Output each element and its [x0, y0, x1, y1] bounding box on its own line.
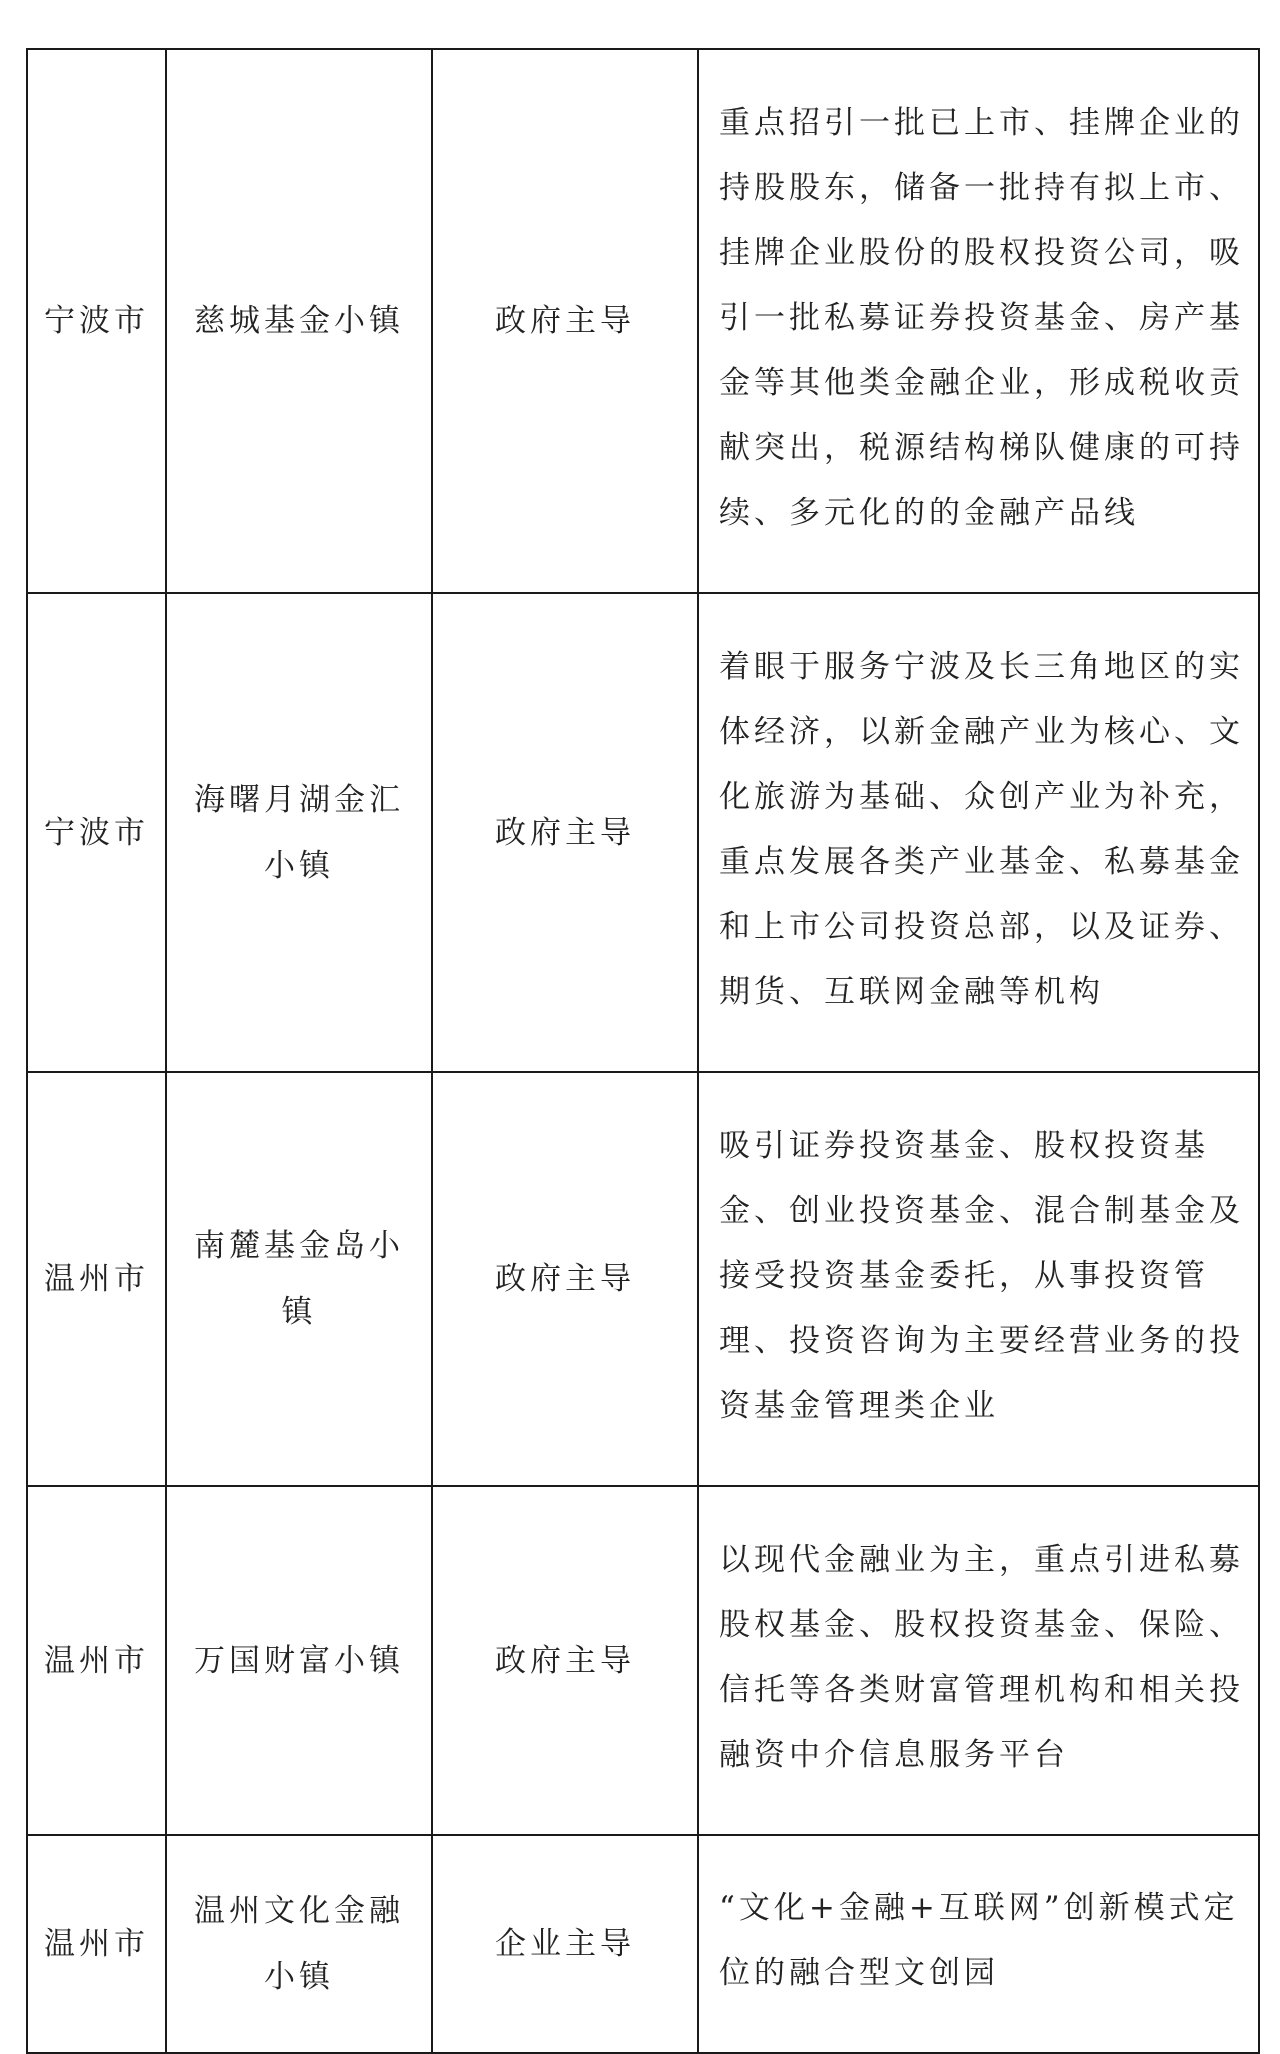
table-row [27, 1072, 1259, 1486]
lead-type-cell: 政府主导 [432, 1072, 698, 1486]
town-name-cell [166, 49, 432, 593]
description-cell [698, 1072, 1259, 1486]
description-text: 重点招引一批已上市、挂牌企业的持股股东，储备一批持有拟上市、挂牌企业股份的股权投资公司，吸引一批私募证券投资基金、房产基金等其他类金融企业，形成税收贡献突出，税源结构梯队健康的可持续、多元化的的金融产品线 [719, 104, 1244, 531]
town-name-cell [166, 1486, 432, 1835]
table-row [27, 593, 1259, 1072]
town-name: 万国财富小镇 [194, 1642, 404, 1679]
table-row [27, 49, 1259, 593]
city-cell: 温州市 [27, 1835, 166, 2053]
description-cell [698, 1835, 1259, 2053]
city-cell: 宁波市 [27, 593, 166, 1072]
description-text: 着眼于服务宁波及长三角地区的实体经济，以新金融产业为核心、文化旅游为基础、众创产业为补充，重点发展各类产业基金、私募基金和上市公司投资总部，以及证券、期货、互联网金融等机构 [719, 648, 1244, 1010]
lead-type-cell: 政府主导 [432, 1486, 698, 1835]
description-cell [698, 49, 1259, 593]
town-name: 南麓基金岛小镇 [194, 1228, 404, 1330]
lead-type-cell: 政府主导 [432, 49, 698, 593]
city-cell: 温州市 [27, 1486, 166, 1835]
table-row [27, 1835, 1259, 2053]
document-page [26, 48, 1258, 2054]
lead-type-cell: 企业主导 [432, 1835, 698, 2053]
description-text: 吸引证券投资基金、股权投资基金、创业投资基金、混合制基金及接受投资基金委托，从事投资管理、投资咨询为主要经营业务的投资基金管理类企业 [719, 1127, 1244, 1424]
town-name: 海曙月湖金汇小镇 [194, 781, 404, 884]
city-cell: 宁波市 [27, 49, 166, 593]
description-text: 以现代金融业为主，重点引进私募股权基金、股权投资基金、保险、信托等各类财富管理机构和相关投融资中介信息服务平台 [719, 1541, 1244, 1773]
description-cell [698, 593, 1259, 1072]
city-cell: 温州市 [27, 1072, 166, 1486]
lead-type-cell: 政府主导 [432, 593, 698, 1072]
description-cell [698, 1486, 1259, 1835]
town-name: 慈城基金小镇 [194, 303, 404, 339]
town-name: 温州文化金融小镇 [194, 1893, 404, 1995]
finance-town-table [26, 48, 1260, 2054]
description-text: “文化+金融+互联网”创新模式定位的融合型文创园 [719, 1890, 1239, 1991]
town-name-cell [166, 1072, 432, 1486]
town-name-cell [166, 593, 432, 1072]
table-row [27, 1486, 1259, 1835]
town-name-cell [166, 1835, 432, 2053]
